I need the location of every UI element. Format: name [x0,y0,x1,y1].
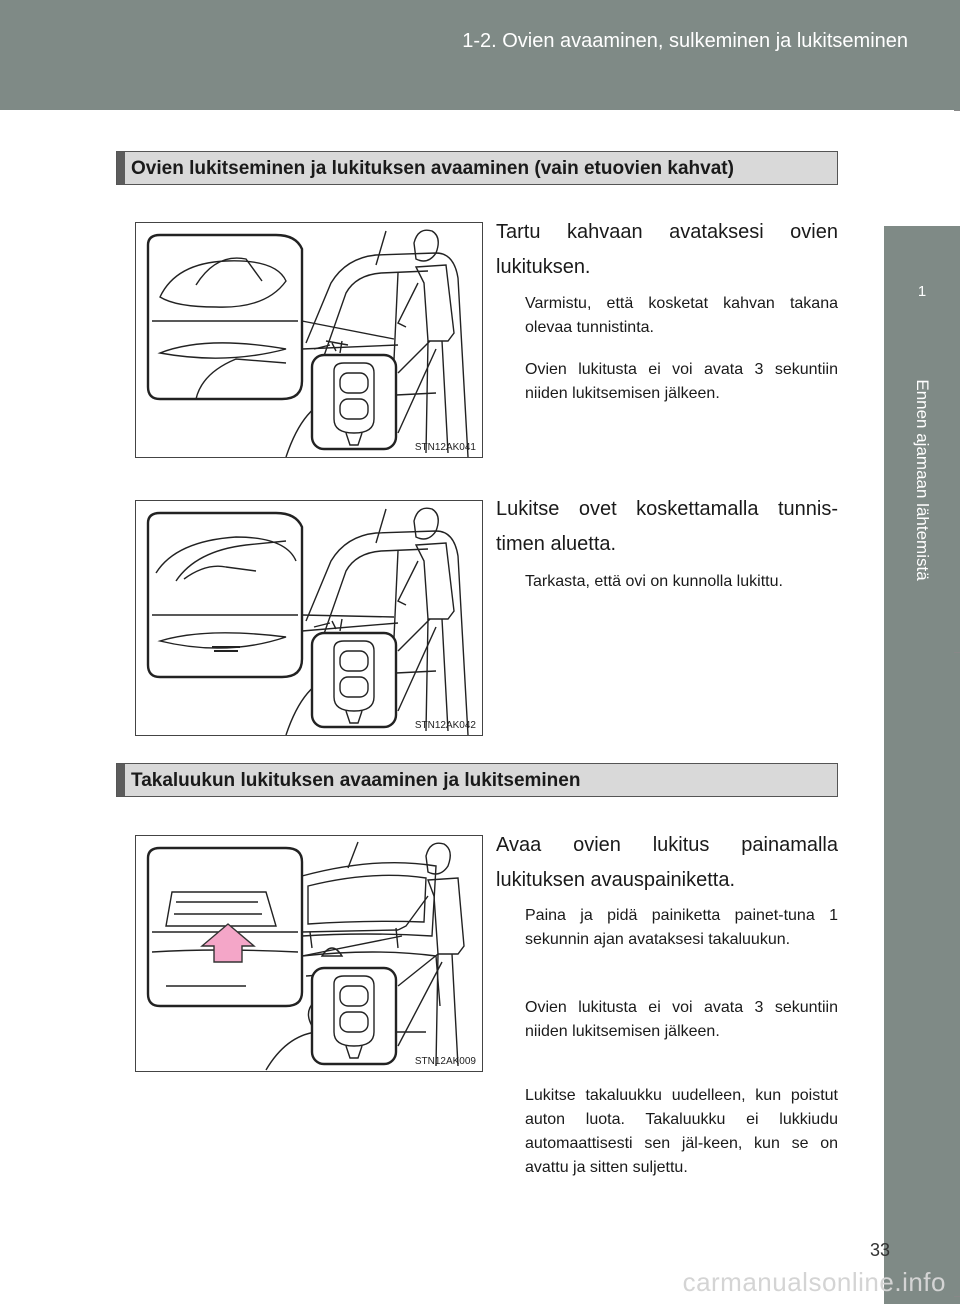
instruction-note: Paina ja pidä painiketta painet-tuna 1 sekunnin ajan avataksesi takaluukun. [525,907,838,948]
heading-text: Ovien lukitseminen ja lukituksen avaaminen (vain etuovien kahvat) [131,158,734,179]
back-door-button-illustration [136,836,482,1071]
figure-front-door-lock [135,500,483,736]
chapter-number: 1 [917,283,927,300]
section-heading-back-door [116,763,838,797]
instruction-lead: Avaa ovien lukitus painamalla lukituksen avauspainiketta. [496,834,838,891]
heading-bar [117,764,125,796]
instruction-note: Lukitse takaluukku uudelleen, kun poistut auton luota. Takaluukku ei lukkiudu automaattisesti sen jäl-keen, kun se on avattu ja sitten suljettu. [525,1087,838,1176]
chapter-title: Ennen ajamaan lähtemistä [913,379,932,581]
instruction-note: Ovien lukitusta ei voi avata 3 sekuntiin niiden lukitsemisen jälkeen. [525,361,838,402]
figure-front-door-unlock [135,222,483,458]
instruction-note: Tarkasta, että ovi on kunnolla lukittu. [525,573,783,590]
instruction-note: Ovien lukitusta ei voi avata 3 sekuntiin niiden lukitsemisen jälkeen. [525,999,838,1040]
instruction-lead: Lukitse ovet koskettamalla tunnis-timen aluetta. [496,498,838,555]
heading-bar [117,152,125,184]
tab-separator [884,224,960,226]
arrow-icon [202,924,254,962]
door-handle-touch-illustration [136,501,482,735]
crop-mark [954,1296,960,1297]
door-handle-grip-illustration [136,223,482,457]
side-tab-top [884,110,960,224]
section-heading-front-doors [116,151,838,185]
section-title: 1-2. Ovien avaaminen, sulkeminen ja lukitseminen [462,30,908,52]
figure-label: STN12AK042 [414,720,476,731]
instruction-lead: Tartu kahvaan avataksesi ovien lukituksen. [496,221,838,278]
watermark: carmanualsonline.info [682,1267,946,1297]
heading-text: Takaluukun lukituksen avaaminen ja lukitseminen [131,770,581,791]
crop-mark [954,110,960,111]
figure-back-door-unlock [135,835,483,1072]
crop-mark [954,652,960,653]
instruction-note: Varmistu, että kosketat kahvan takana olevaa tunnistinta. [525,295,838,336]
figure-label: STN12AK041 [414,442,476,453]
header-band [0,0,960,110]
page-number: 33 [869,1240,890,1260]
figure-label: STN12AK009 [414,1056,476,1067]
